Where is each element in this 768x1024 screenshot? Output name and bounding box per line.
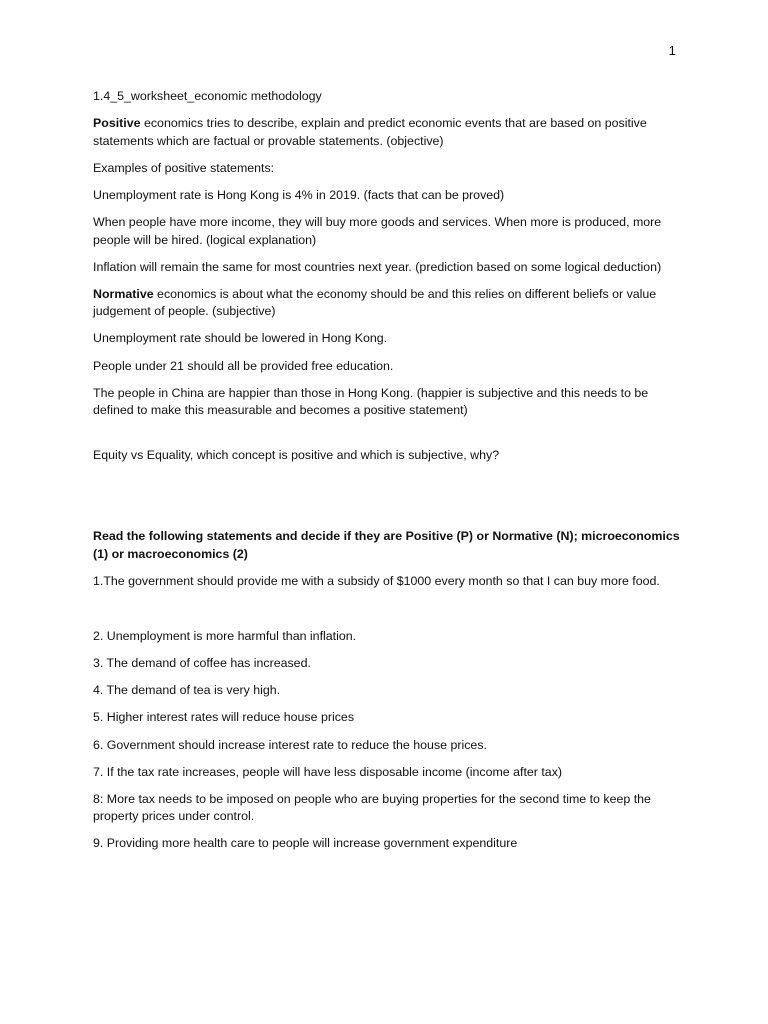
answer-space xyxy=(93,474,685,528)
exercise-item: 2. Unemployment is more harmful than inflation. xyxy=(93,629,357,644)
positive-example: Inflation will remain the same for most countries next year. (prediction based on some logical deduction) xyxy=(93,259,662,274)
exercise-item: 3. The demand of coffee has increased. xyxy=(93,656,311,671)
equity-question: Equity vs Equality, which concept is positive and which is subjective, why? xyxy=(93,448,500,463)
positive-term: Positive xyxy=(93,116,141,131)
normative-example: The people in China are happier than those in Hong Kong. (happier is subjective and this needs to be defined to make this measurable and becomes a positive statement) xyxy=(93,385,649,418)
document-body xyxy=(93,88,685,863)
positive-definition-text: economics tries to describe, explain and predict economic events that are based on positive statements which are factual or provable statements. (objective) xyxy=(93,116,647,148)
exercise-item: 5. Higher interest rates will reduce house prices xyxy=(93,710,355,725)
positive-definition xyxy=(93,115,685,150)
exercise-item: 4. The demand of tea is very high. xyxy=(93,683,281,698)
positive-example: Unemployment rate is Hong Kong is 4% in 2019. (facts that can be proved) xyxy=(93,187,505,202)
normative-example: Unemployment rate should be lowered in Hong Kong. xyxy=(93,331,388,346)
page-number: 1 xyxy=(668,43,676,58)
positive-examples-heading: Examples of positive statements: xyxy=(93,160,275,175)
normative-term: Normative xyxy=(93,286,154,301)
exercise-item: 9. Providing more health care to people will increase government expenditure xyxy=(93,836,518,851)
normative-definition xyxy=(93,286,685,321)
document-title: 1.4_5_worksheet_economic methodology xyxy=(93,89,322,103)
positive-example: When people have more income, they will buy more goods and services. When more is produced, more people will be hired. (logical explanation) xyxy=(93,214,662,247)
exercise-item: 6. Government should increase interest rate to reduce the house prices. xyxy=(93,737,487,752)
exercise-item: 8: More tax needs to be imposed on people who are buying properties for the second time to keep the property prices under control. xyxy=(93,791,651,824)
exercise-item: 7. If the tax rate increases, people will have less disposable income (income after tax) xyxy=(93,764,563,779)
spacer xyxy=(93,429,685,447)
normative-definition-text: economics is about what the economy should be and this relies on different beliefs or value judgement of people. (subjective) xyxy=(93,286,657,319)
normative-example: People under 21 should all be provided free education. xyxy=(93,358,394,373)
exercise-item: 1.The government should provide me with a subsidy of $1000 every month so that I can buy more food. xyxy=(93,574,660,589)
answer-space xyxy=(93,600,685,628)
exercise-instruction: Read the following statements and decide if they are Positive (P) or Normative (N); microeconomics (1) or macroeconomics (2) xyxy=(93,529,680,561)
